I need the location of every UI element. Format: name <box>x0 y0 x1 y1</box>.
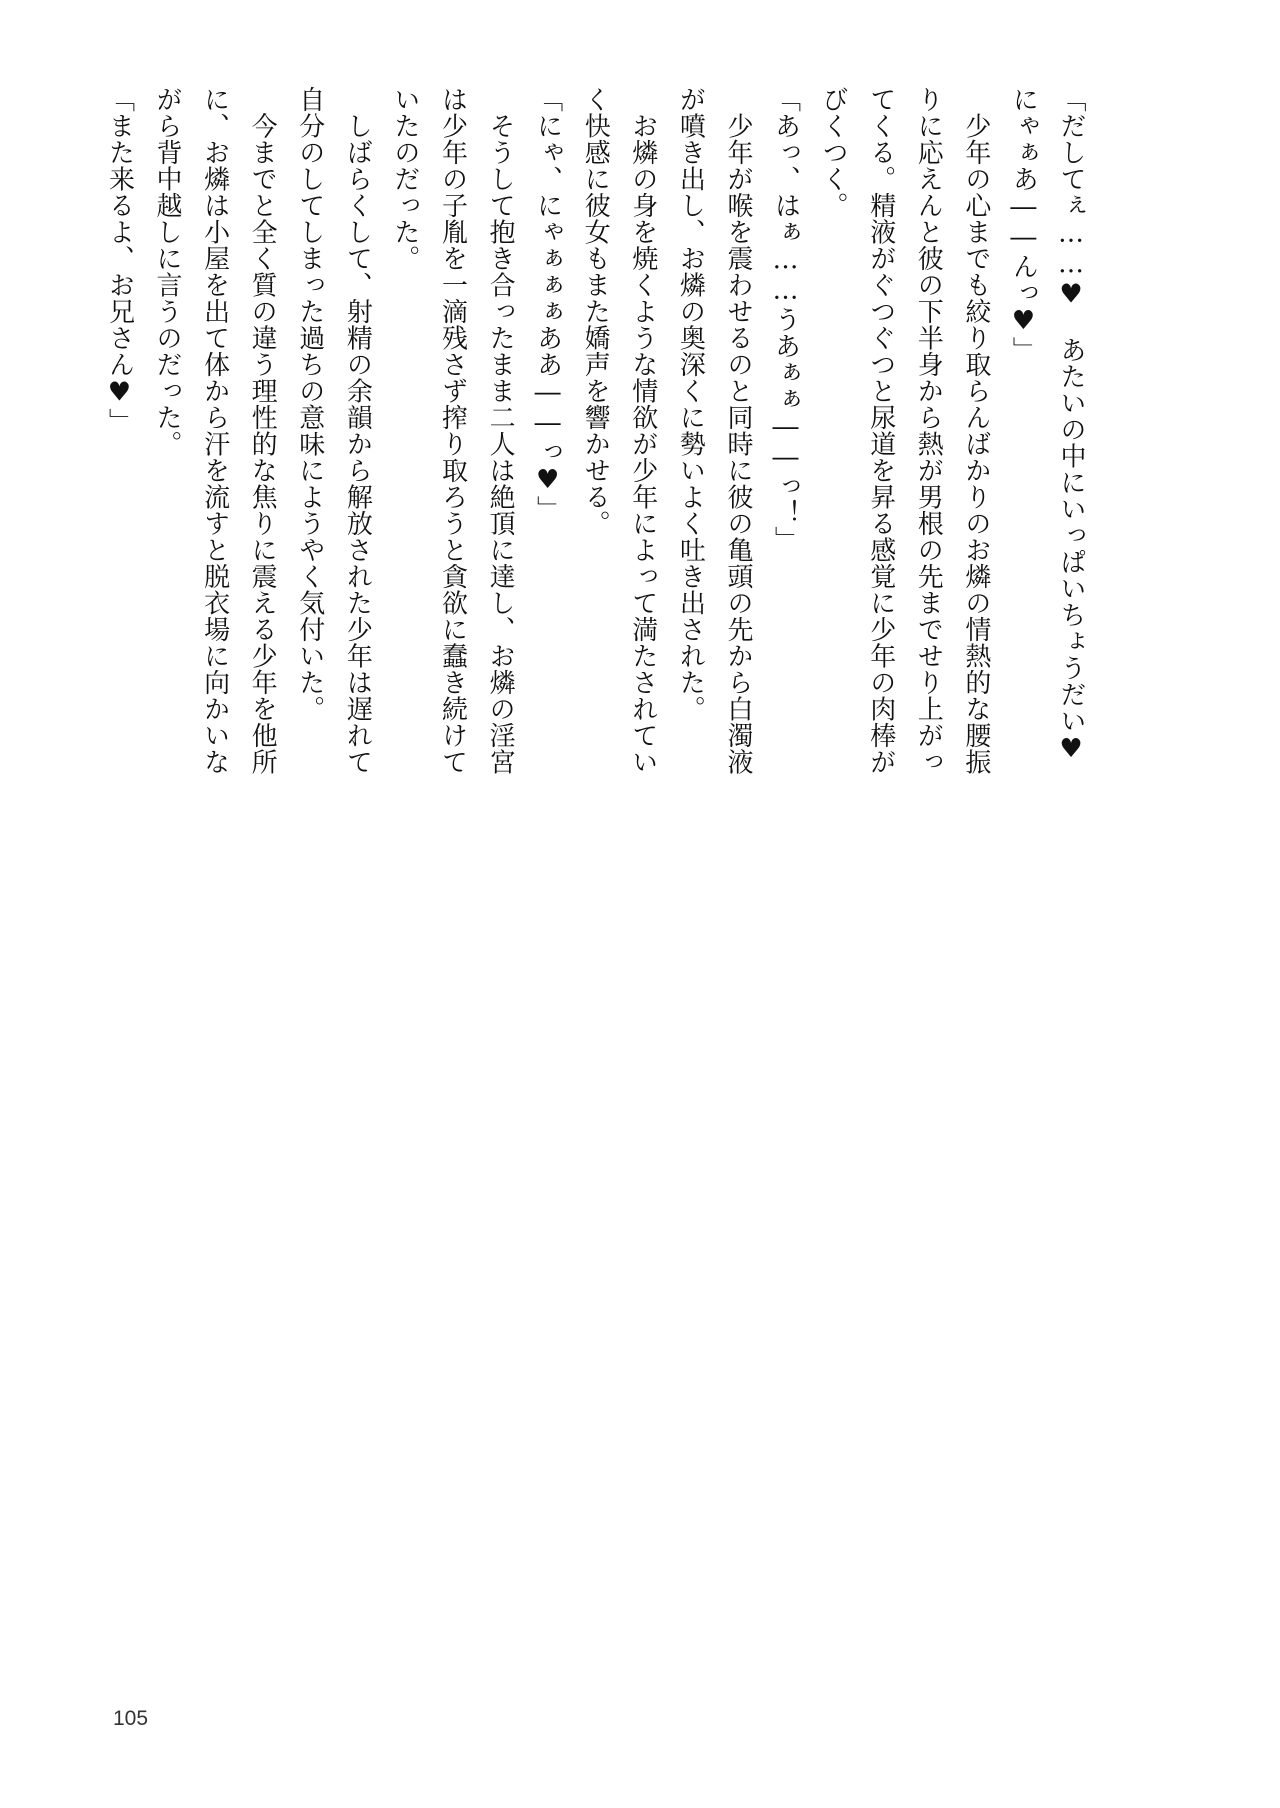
text-line: 「だしてぇ……♥ あたいの中にいっぱいちょうだい♥ <box>1056 86 1086 765</box>
text-line: がら背中越しに言うのだった。 <box>152 86 183 457</box>
text-line: お燐の身を焼くような情欲が少年によって満たされてい <box>627 86 658 775</box>
text-line: 「また来るよ、お兄さん♥」 <box>104 86 135 435</box>
text-line: びくつく。 <box>818 86 849 219</box>
text-line: 少年の心までも絞り取らんばかりのお燐の情熱的な腰振 <box>960 86 991 775</box>
text-line: てくる。精液がぐつぐつと尿道を昇る感覚に少年の肉棒が <box>865 86 896 775</box>
text-line: が噴き出し、お燐の奥深くに勢いよく吐き出された。 <box>675 86 706 722</box>
text-line: 今までと全く質の違う理性的な焦りに震える少年を他所 <box>247 86 278 775</box>
page-number: 105 <box>113 1707 149 1730</box>
text-line: いたのだった。 <box>389 86 420 272</box>
text-line: く快感に彼女もまた嬌声を響かせる。 <box>580 86 611 537</box>
text-line: に、お燐は小屋を出て体から汗を流すと脱衣場に向かいな <box>199 86 230 775</box>
text-line: は少年の子胤を一滴残さず搾り取ろうと貪欲に蠢き続けて <box>437 86 468 775</box>
text-line: 「あっ、はぁ……うあぁぁ――っ！」 <box>770 86 801 553</box>
text-line: 少年が喉を震わせるのと同時に彼の亀頭の先から白濁液 <box>722 86 753 775</box>
text-line: 「にゃ、にゃぁぁぁああ――っ♥」 <box>532 86 563 522</box>
text-line: 自分のしてしまった過ちの意味にようやく気付いた。 <box>294 86 325 722</box>
text-line: りに応えんと彼の下半身から熱が男根の先までせり上がっ <box>913 86 944 775</box>
text-line: にゃぁあ――んっ♥」 <box>1008 86 1039 363</box>
vertical-text-block <box>95 86 1094 866</box>
text-line: そうして抱き合ったまま二人は絶頂に達し、お燐の淫宮 <box>485 86 516 775</box>
text-line: しばらくして、射精の余韻から解放された少年は遅れて <box>342 86 373 775</box>
